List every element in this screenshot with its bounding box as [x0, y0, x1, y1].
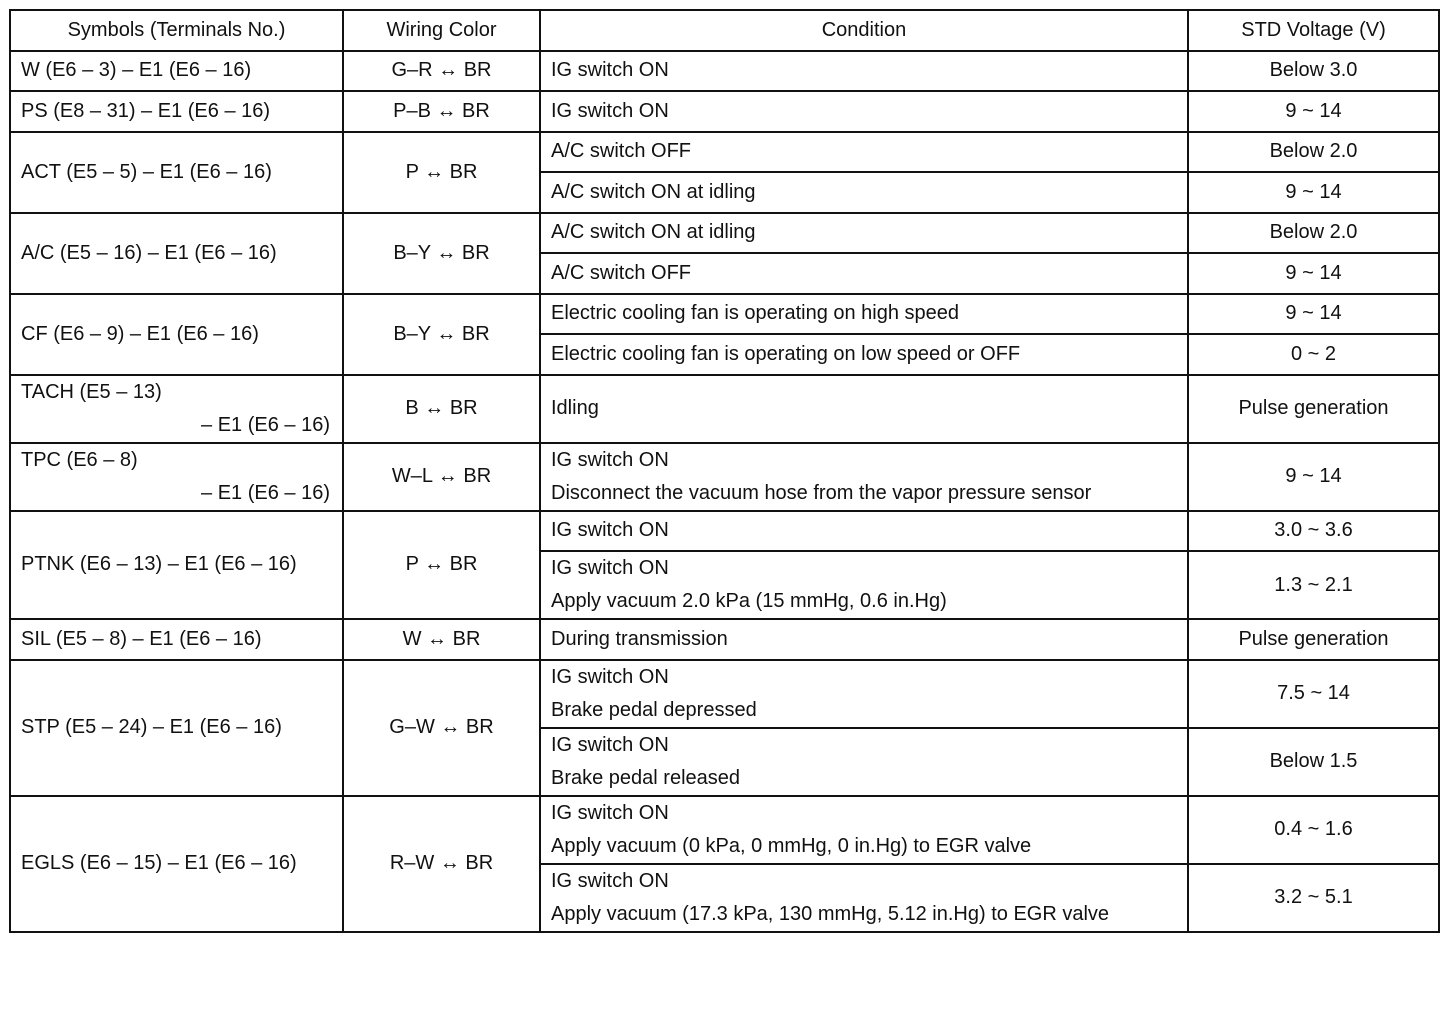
condition-cell	[540, 443, 1188, 511]
wiring-cell: P–B ↔ BR	[343, 91, 540, 132]
table-row	[10, 132, 1439, 173]
table-row	[10, 91, 1439, 132]
condition-cell: During transmission	[540, 619, 1188, 660]
voltage-cell: Below 2.0	[1188, 213, 1439, 254]
header-wiring-color: Wiring Color	[343, 10, 540, 51]
symbol-cell: PS (E8 – 31) – E1 (E6 – 16)	[10, 91, 343, 132]
condition-cell	[540, 728, 1188, 796]
condition-cell: IG switch ON	[540, 91, 1188, 132]
symbol-cell: CF (E6 – 9) – E1 (E6 – 16)	[10, 294, 343, 375]
condition-line-1: IG switch ON	[551, 733, 669, 756]
wiring-cell: G–R ↔ BR	[343, 51, 540, 92]
table-row	[10, 443, 1439, 511]
table-row	[10, 619, 1439, 660]
condition-cell: Idling	[540, 375, 1188, 443]
voltage-cell: Below 3.0	[1188, 51, 1439, 92]
table-row	[10, 51, 1439, 92]
symbol-cell: ACT (E5 – 5) – E1 (E6 – 16)	[10, 132, 343, 213]
condition-line-1: IG switch ON	[551, 557, 669, 579]
voltage-cell: Pulse generation	[1188, 619, 1439, 660]
wiring-cell: B–Y ↔ BR	[343, 213, 540, 294]
symbol-cell: W (E6 – 3) – E1 (E6 – 16)	[10, 51, 343, 92]
wiring-cell: W ↔ BR	[343, 619, 540, 660]
table-header-row	[10, 10, 1439, 51]
voltage-cell: 3.0 ~ 3.6	[1188, 511, 1439, 552]
condition-line-1: IG switch ON	[551, 869, 669, 892]
condition-line-1: IG switch ON	[551, 801, 669, 824]
terminal-voltage-spec-sheet	[9, 9, 1440, 933]
condition-line-2: Apply vacuum (0 kPa, 0 mmHg, 0 in.Hg) to EGR valve	[551, 834, 1032, 857]
terminal-voltage-table	[9, 9, 1440, 933]
condition-cell: A/C switch ON at idling	[540, 172, 1188, 213]
condition-cell	[540, 551, 1188, 619]
symbol-cell: EGLS (E6 – 15) – E1 (E6 – 16)	[10, 796, 343, 932]
voltage-cell: 9 ~ 14	[1188, 172, 1439, 213]
condition-cell: A/C switch ON at idling	[540, 213, 1188, 254]
table-row	[10, 511, 1439, 552]
condition-line-2: Disconnect the vacuum hose from the vapor pressure sensor	[551, 481, 1092, 504]
voltage-cell: Below 2.0	[1188, 132, 1439, 173]
symbol-line-2: – E1 (E6 – 16)	[201, 413, 330, 436]
symbol-cell	[10, 375, 343, 443]
voltage-cell: 7.5 ~ 14	[1188, 660, 1439, 728]
voltage-cell: 1.3 ~ 2.1	[1188, 551, 1439, 619]
voltage-cell: 0.4 ~ 1.6	[1188, 796, 1439, 864]
symbol-line-1: TPC (E6 – 8)	[21, 448, 138, 471]
condition-line-1: IG switch ON	[551, 665, 669, 688]
wiring-cell: P ↔ BR	[343, 511, 540, 620]
voltage-cell: 9 ~ 14	[1188, 91, 1439, 132]
voltage-cell: Below 1.5	[1188, 728, 1439, 796]
wiring-cell: P ↔ BR	[343, 132, 540, 213]
table-row	[10, 375, 1439, 443]
condition-cell: IG switch ON	[540, 511, 1188, 552]
voltage-cell: 0 ~ 2	[1188, 334, 1439, 375]
wiring-cell: R–W ↔ BR	[343, 796, 540, 932]
condition-cell	[540, 660, 1188, 728]
table-row	[10, 213, 1439, 254]
condition-line-1: IG switch ON	[551, 448, 669, 471]
table-row	[10, 294, 1439, 335]
voltage-cell: 9 ~ 14	[1188, 253, 1439, 294]
symbol-cell: SIL (E5 – 8) – E1 (E6 – 16)	[10, 619, 343, 660]
header-condition: Condition	[540, 10, 1188, 51]
condition-cell: Electric cooling fan is operating on low speed or OFF	[540, 334, 1188, 375]
wiring-cell: G–W ↔ BR	[343, 660, 540, 796]
condition-line-2: Apply vacuum 2.0 kPa (15 mmHg, 0.6 in.Hg)	[551, 590, 947, 612]
symbol-line-2: – E1 (E6 – 16)	[201, 481, 330, 504]
condition-cell: A/C switch OFF	[540, 253, 1188, 294]
wiring-cell: B–Y ↔ BR	[343, 294, 540, 375]
header-symbols: Symbols (Terminals No.)	[10, 10, 343, 51]
header-std-voltage: STD Voltage (V)	[1188, 10, 1439, 51]
symbol-cell: A/C (E5 – 16) – E1 (E6 – 16)	[10, 213, 343, 294]
condition-cell	[540, 864, 1188, 932]
voltage-cell: 9 ~ 14	[1188, 294, 1439, 335]
table-row	[10, 660, 1439, 728]
condition-cell: Electric cooling fan is operating on high speed	[540, 294, 1188, 335]
wiring-cell: B ↔ BR	[343, 375, 540, 443]
condition-cell: A/C switch OFF	[540, 132, 1188, 173]
condition-line-2: Apply vacuum (17.3 kPa, 130 mmHg, 5.12 in.Hg) to EGR valve	[551, 902, 1110, 925]
condition-line-2: Brake pedal depressed	[551, 698, 757, 721]
condition-line-2: Brake pedal released	[551, 766, 741, 789]
symbol-cell: PTNK (E6 – 13) – E1 (E6 – 16)	[10, 511, 343, 620]
symbol-cell: STP (E5 – 24) – E1 (E6 – 16)	[10, 660, 343, 796]
symbol-cell	[10, 443, 343, 511]
symbol-line-1: TACH (E5 – 13)	[21, 380, 162, 403]
wiring-cell: W–L ↔ BR	[343, 443, 540, 511]
condition-cell	[540, 796, 1188, 864]
condition-cell: IG switch ON	[540, 51, 1188, 92]
voltage-cell: Pulse generation	[1188, 375, 1439, 443]
table-row	[10, 796, 1439, 864]
voltage-cell: 3.2 ~ 5.1	[1188, 864, 1439, 932]
voltage-cell: 9 ~ 14	[1188, 443, 1439, 511]
